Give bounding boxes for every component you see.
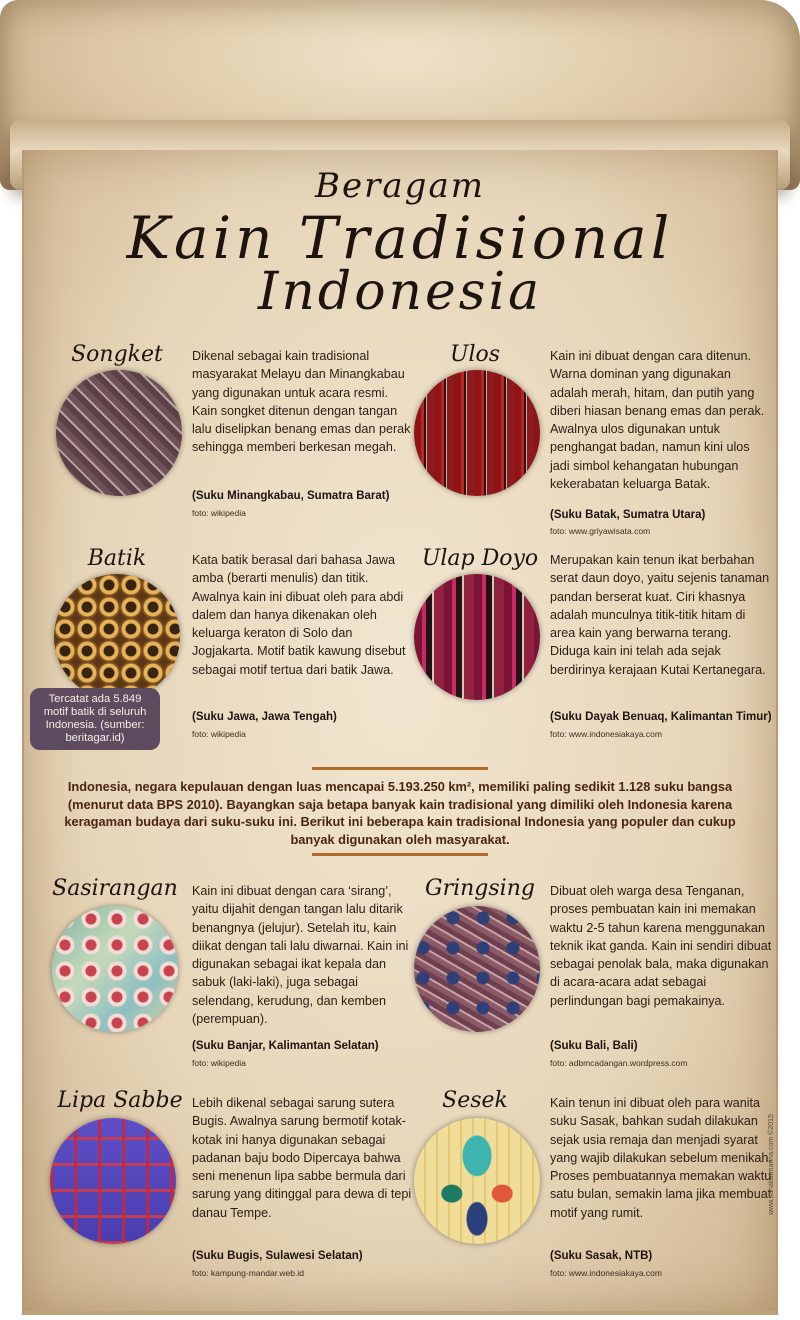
- item-description: Dikenal sebagai kain tradisional masyarakat Melayu dan Minangkabau yang digunakan untuk acara resmi. Kain songket ditenun dengan tangan lalu diselipkan benang emas dan perak sehingga memberi berkesan megah.: [192, 349, 411, 455]
- item-gringsing: [410, 876, 780, 1076]
- ulap-doyo-image: [414, 574, 540, 700]
- item-ulap-doyo: [410, 546, 780, 746]
- sesek-image: [414, 1118, 540, 1244]
- photo-credit: foto: adbmcadangan.wordpress.com: [550, 1058, 688, 1068]
- ulos-image: [414, 370, 540, 496]
- site-credit: www.sahabatmarina.com ©2015: [768, 1114, 775, 1215]
- title-line-1: Beragam: [315, 166, 485, 206]
- item-description: Kain ini dibuat dengan cara ‘sirang’, yaitu dijahit dengan tangan lalu ditarik benangnya (jelujur). Setelah itu, kain diikat dengan tali lalu diwarnai. Kain ini digunakan sebagai ikat kepala dan sabuk (laki-laki), juga sebagai selendang, kerudung, dan kemben (perempuan).: [192, 884, 409, 1027]
- item-origin: (Suku Jawa, Jawa Tengah): [192, 711, 337, 723]
- sesek-motif: [414, 1118, 540, 1244]
- item-name: Lipa Sabbe: [57, 1088, 183, 1113]
- item-origin: (Suku Banjar, Kalimantan Selatan): [192, 1040, 379, 1052]
- item-name: Sesek: [442, 1088, 508, 1113]
- lipa-sabbe-image: [50, 1118, 176, 1244]
- gringsing-image: [414, 906, 540, 1032]
- item-name: Batik: [87, 546, 147, 571]
- item-origin: (Suku Dayak Benuaq, Kalimantan Timur): [550, 711, 772, 723]
- item-name: Songket: [71, 342, 163, 367]
- photo-credit: foto: wikipedia: [192, 508, 246, 518]
- item-sesek: [410, 1090, 780, 1290]
- intro-paragraph: Indonesia, negara kepulauan dengan luas mencapai 5.193.250 km², memiliki paling sedikit 1.128 suku bangsa (menurut data BPS 2010). Bayangkan saja betapa banyak kain tradisional yang dimiliki oleh Indonesia karena keragaman budaya dari suku-suku ini. Berikut ini beberapa kain tradisional Indonesia yang populer dan cukup banyak digunakan oleh masyarakat.: [64, 779, 736, 847]
- item-origin: (Suku Bugis, Sulawesi Selatan): [192, 1250, 363, 1262]
- item-lipa-sabbe: [40, 1090, 410, 1290]
- item-origin: (Suku Minangkabau, Sumatra Barat): [192, 490, 390, 502]
- songket-image: [56, 370, 182, 496]
- title-line-3: Indonesia: [257, 262, 543, 322]
- batik-fact-note: Tercatat ada 5.849 motif batik di seluruh Indonesia. (sumber: beritagar.id): [30, 688, 160, 750]
- item-description: Lebih dikenal sebagai sarung sutera Bugis. Awalnya sarung bermotif kotak-kotak ini hanya digunakan sebagai padanan baju bodo Dipercaya bahwa seni menenun lipa sabbe bermula dari sarung yang ditinggal para dewa di tepi danau Tempe.: [192, 1096, 412, 1220]
- item-songket: [52, 342, 422, 542]
- photo-credit: foto: wikipedia: [192, 1058, 246, 1068]
- photo-credit: foto: www.indonesiakaya.com: [550, 1268, 662, 1278]
- photo-credit: foto: kampung-mandar.web.id: [192, 1268, 304, 1278]
- item-description: Dibuat oleh warga desa Tenganan, proses pembuatan kain ini memakan waktu 2-5 tahun karena menggunakan teknik ikat ganda. Kain ini sendiri dibuat sebagai penolak bala, maka digunakan di acara-acara adat sebagai perlindungan bagi pemakainya.: [550, 884, 772, 1008]
- item-sasirangan: [40, 876, 410, 1076]
- divider-bottom: [312, 853, 488, 856]
- item-ulos: [410, 342, 780, 542]
- item-description: Merupakan kain tenun ikat berbahan serat daun doyo, yaitu sejenis tanaman pandan berserat kuat. Ciri khasnya adalah munculnya titik-titik hitam di area kain yang berwarna terang. Diduga kain ini telah ada sejak berdirinya kerajaan Kutai Kertanegara.: [550, 553, 770, 677]
- item-name: Gringsing: [425, 876, 535, 901]
- item-name: Ulap Doyo: [421, 546, 539, 571]
- photo-credit: foto: www.indonesiakaya.com: [550, 729, 662, 739]
- photo-credit: foto: www.griyawisata.com: [550, 526, 651, 536]
- item-description: Kata batik berasal dari bahasa Jawa amba (berarti menulis) dan titik. Awalnya kain ini dibuat oleh para abdi dalem dan hanya dikenakan oleh keluarga keraton di Solo dan Jogjakarta. Motif batik kawung disebut sebagai motif tertua dari batik Jawa.: [192, 553, 406, 677]
- batik-image: [54, 574, 180, 700]
- sasirangan-image: [52, 906, 178, 1032]
- divider-top: [312, 767, 488, 770]
- item-name: Sasirangan: [52, 876, 178, 901]
- item-origin: (Suku Bali, Bali): [550, 1040, 638, 1052]
- item-origin: (Suku Batak, Sumatra Utara): [550, 509, 706, 521]
- item-name: Ulos: [449, 342, 501, 367]
- photo-credit: foto: wikipedia: [192, 729, 246, 739]
- item-origin: (Suku Sasak, NTB): [550, 1250, 653, 1262]
- title-line-2: Kain Tradisional: [126, 204, 674, 272]
- item-description: Kain tenun ini dibuat oleh para wanita suku Sasak, bahkan sudah dilakukan sejak usia remaja dan menjadi syarat yang wajib dilakukan sebelum menikah. Proses pembuatannya memakan waktu satu bulan, semakin lama jika membuat motif yang rumit.: [550, 1096, 772, 1220]
- item-description: Kain ini dibuat dengan cara ditenun. Warna dominan yang digunakan adalah merah, hitam, dan putih yang diberi hiasan benang emas dan perak. Awalnya ulos digunakan untuk penghangat badan, namun kini ulos jadi simbol kehangatan hubungan kekerabatan keluarga Batak.: [550, 349, 765, 492]
